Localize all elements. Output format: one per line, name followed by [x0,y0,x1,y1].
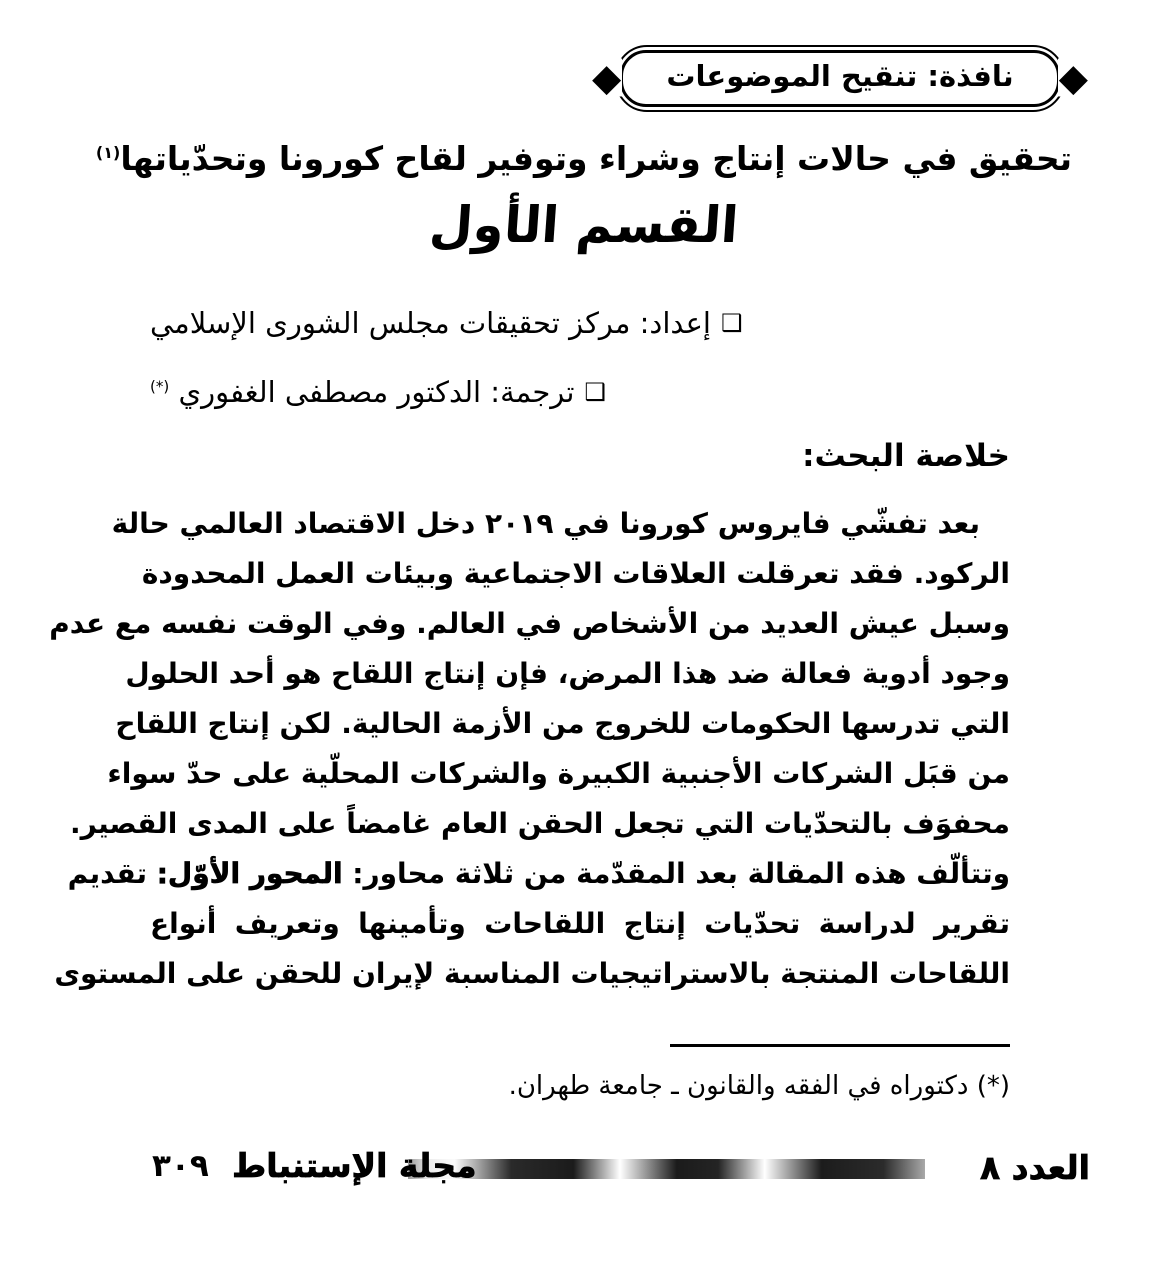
paragraph-line-with-emphasis [67,849,1010,899]
paragraph-line: محفوَف بالتحدّيات التي تجعل الحقن العام غامضاً على المدى القصير. [70,807,1010,840]
byline-translator [150,371,1010,415]
footnote-separator [670,1044,1010,1047]
axis-one-label: المحور الأوّل: [156,857,343,890]
page-number: ٣٠٩ [152,1148,209,1184]
footnote-marker: (*) [976,1071,1010,1101]
section-banner [592,45,1088,112]
banner-inner-frame [620,50,1060,107]
line-pre-text: وتتألّف هذه المقالة بعد المقدّمة من ثلاثة محاور: [342,857,1010,890]
issue-number-label: العدد ٨ [980,1148,1090,1187]
part-title: القسم الأول [427,196,741,254]
paragraph-line: تقرير لدراسة تحدّيات إنتاج اللقاحات وتأمينها وتعريف أنواع [150,907,1010,940]
paragraph-line: اللقاحات المنتجة بالاستراتيجيات المناسبة لإيران للحقن على المستوى [54,957,1010,990]
square-bullet-icon: ❑ [720,309,743,337]
paragraph-line: الركود. فقد تعرقلت العلاقات الاجتماعية وبيئات العمل المحدودة [141,557,1010,590]
abstract-body [49,499,1010,999]
byline-prepared-by-text: إعداد: مركز تحقيقات مجلس الشورى الإسلامي [150,306,711,340]
footnote-text: دكتوراه في الفقه والقانون ـ جامعة طهران. [508,1071,977,1101]
line-post-text: تقديم [67,857,157,890]
paragraph-line: وجود أدوية فعالة ضد هذا المرض، فإن إنتاج اللقاح هو أحد الحلول [125,657,1010,690]
paragraph-line: من قبَل الشركات الأجنبية الكبيرة والشركات المحلّية على حدّ سواء [107,757,1010,790]
banner-title: نافذة: تنقيح الموضوعات [666,58,1014,93]
title-footnote-marker: (١) [95,143,121,162]
floral-diamond-icon: ◆ [592,54,622,99]
paragraph-line: التي تدرسها الحكومات للخروج من الأزمة الحالية. لكن إنتاج اللقاح [115,707,1010,740]
article-title [60,134,1108,184]
byline [150,302,1010,439]
abstract-heading: خلاصة البحث: [802,438,1010,474]
square-bullet-icon: ❑ [584,377,606,406]
byline-prepared-by [150,302,1010,346]
byline-translator-text: ترجمة: الدكتور مصطفى الغفوري [178,374,575,409]
footnote [150,1066,1010,1108]
footer-gradient-bar [408,1159,925,1179]
article-title-text: تحقيق في حالات إنتاج وشراء وتوفير لقاح كورونا وتحدّياتها [120,139,1073,178]
floral-diamond-icon: ◆ [1058,54,1088,99]
translator-footnote-marker: (*) [150,376,170,395]
journal-name: مجلة الإستنباط [232,1146,477,1185]
paragraph-line: بعد تفشّي فايروس كورونا في ٢٠١٩ دخل الاقتصاد العالمي حالة [111,507,980,540]
paragraph-line: وسبل عيش العديد من الأشخاص في العالم. وفي الوقت نفسه مع عدم [49,607,1010,640]
